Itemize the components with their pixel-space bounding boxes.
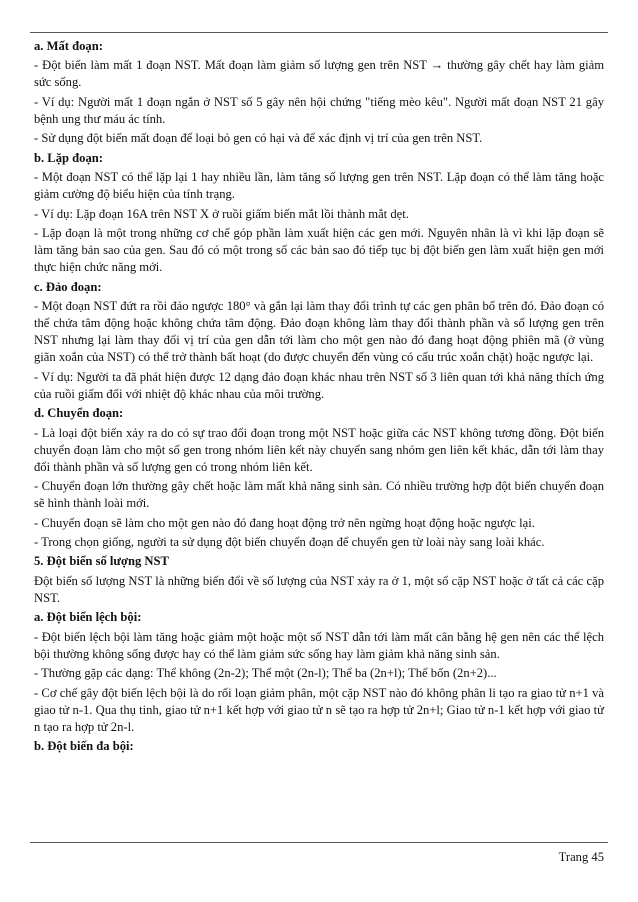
- section-heading: d. Chuyển đoạn:: [34, 406, 124, 421]
- header-rule: [30, 32, 608, 33]
- paragraph: - Ví dụ: Lặp đoạn 16A trên NST X ở ruồi giấm biến mắt lồi thành mắt dẹt.: [34, 206, 409, 221]
- section-heading: c. Đảo đoạn:: [34, 279, 102, 294]
- paragraph: - Trong chọn giống, người ta sử dụng đột biến chuyển đoạn để chuyển gen từ loài này sang loài khác.: [34, 534, 545, 549]
- paragraph: - Cơ chế gây đột biến lệch bội là do rối loạn giảm phân, một cặp NST nào đó không phân li tạo ra giao tử n+1 và giao tử n-1. Qua thụ tinh, giao tử n+1 kết hợp với giao tử n sẽ tạo ra hợp tử 2n+l; Giao tử n-1 kết hợp với giao tử n tạo ra hợp tử 2n-l.: [34, 685, 604, 734]
- paragraph: - Chuyển đoạn sẽ làm cho một gen nào đó đang hoạt động trở nên ngừng hoạt động hoặc ngược lại.: [34, 515, 535, 530]
- section-heading: b. Lặp đoạn:: [34, 150, 103, 165]
- section-heading: b. Đột biến đa bội:: [34, 739, 134, 754]
- paragraph: - Đột biến làm mất 1 đoạn NST. Mất đoạn làm giảm số lượng gen trên NST → thường gây chết hay làm giảm sức sống.: [34, 58, 604, 90]
- paragraph: Đột biến số lượng NST là những biến đổi về số lượng của NST xảy ra ở 1, một số cặp NST hoặc ở tất cả các cặp NST.: [34, 573, 604, 605]
- paragraph: - Một đoạn NST có thể lặp lại 1 hay nhiều lần, làm tăng số lượng gen trên NST. Lặp đoạn có thể làm tăng hoặc giảm cường độ biểu hiện của tính trạng.: [34, 170, 604, 202]
- page-number: Trang 45: [558, 850, 604, 864]
- paragraph: - Ví dụ: Người mất 1 đoạn ngắn ở NST số 5 gây nên hội chứng "tiếng mèo kêu". Người mất đoạn NST 21 gây bệnh ung thư máu ác tính.: [34, 94, 604, 126]
- paragraph: - Thường gặp các dạng: Thể không (2n-2); Thể một (2n-l); Thể ba (2n+l); Thể bốn (2n+2)...: [34, 666, 497, 681]
- paragraph: - Chuyển đoạn lớn thường gây chết hoặc làm mất khả năng sinh sản. Có nhiều trường hợp đột biến chuyển đoạn sẽ hình thành loài mới.: [34, 479, 604, 511]
- paragraph: - Ví dụ: Người ta đã phát hiện được 12 dạng đảo đoạn khác nhau trên NST số 3 liên quan tới khả năng thích ứng của ruồi giấm đối với nhiệt độ khác nhau của môi trường.: [34, 369, 604, 401]
- paragraph: - Là loại đột biến xảy ra do có sự trao đổi đoạn trong một NST hoặc giữa các NST không tương đồng. Đột biến chuyển đoạn làm cho một số gen trong nhóm liên kết này chuyển sang nhóm gen liên kết khác, dẫn tới làm thay đổi thành phần và số lượng gen có trong nhóm liên kết.: [34, 425, 604, 474]
- footer-rule: [30, 842, 608, 843]
- paragraph: - Một đoạn NST đứt ra rồi đảo ngược 180° và gắn lại làm thay đổi trình tự các gen phân bố trên đó. Đảo đoạn có thể chứa tâm động hoặc không chứa tâm động. Đảo đoạn không làm thay đổi thành phần và số lượng gen trên NST nhưng lại làm thay đổi vị trí của gen dẫn tới làm cho một gen nào đó đang hoạt động phiên mã (ở vùng giãn xoắn của NST) có thể trở thành bất hoạt (do được chuyển đến vùng có cấu trúc xoắn chặt) hoặc ngược lại.: [34, 298, 604, 365]
- document-body: [34, 38, 604, 757]
- section-heading: 5. Đột biến số lượng NST: [34, 554, 169, 569]
- paragraph: - Sử dụng đột biến mất đoạn để loại bỏ gen có hại và để xác định vị trí của gen trên NST.: [34, 131, 483, 146]
- paragraph: - Lặp đoạn là một trong những cơ chế góp phần làm xuất hiện các gen mới. Nguyên nhân là vì khi lặp đoạn sẽ làm tăng bản sao của gen. Sau đó có một trong số các bản sao đó tiếp tục bị đột biến gen làm xuất hiện gen mới thực hiện chức năng mới.: [34, 226, 604, 275]
- section-heading: a. Đột biến lệch bội:: [34, 610, 142, 625]
- section-heading: a. Mất đoạn:: [34, 39, 103, 53]
- paragraph: - Đột biến lệch bội làm tăng hoặc giảm một hoặc một số NST dẫn tới làm mất cân bằng hệ gen nên các thể lệch bội thường không sống được hay có thể làm giảm sức sống hay làm giảm khả năng sinh sản.: [34, 629, 604, 661]
